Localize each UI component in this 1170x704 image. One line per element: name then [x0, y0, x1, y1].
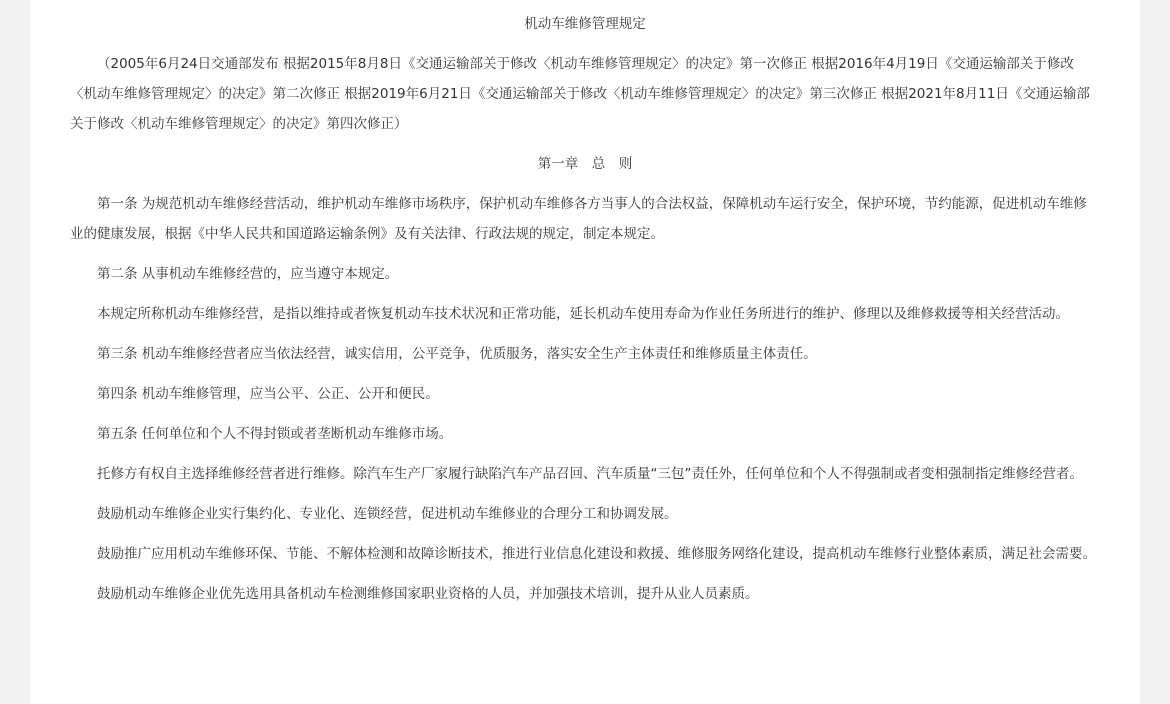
paragraph-encourage-staff: 鼓励机动车维修企业优先选用具备机动车检测维修国家职业资格的人员，并加强技术培训，提升从业人员素质。 — [97, 586, 759, 602]
paragraph-free-choice: 托修方有权自主选择维修经营者进行维修。除汽车生产厂家履行缺陷汽车产品召回、汽车质量“三包”责任外，任何单位和个人不得强制或者变相强制指定维修经营者。 — [97, 466, 1083, 482]
paragraph-definition: 本规定所称机动车维修经营，是指以维持或者恢复机动车技术状况和正常功能，延长机动车使用寿命为作业任务所进行的维护、修理以及维修救援等相关经营活动。 — [97, 306, 1069, 322]
paragraph-article-2: 第二条 从事机动车维修经营的，应当遵守本规定。 — [97, 266, 399, 282]
paragraph-article-5: 第五条 任何单位和个人不得封锁或者垄断机动车维修市场。 — [97, 426, 453, 442]
paragraph-article-4: 第四条 机动车维修管理，应当公平、公正、公开和便民。 — [97, 386, 439, 402]
document-page — [30, 0, 1140, 704]
document-title: 机动车维修管理规定 — [524, 16, 646, 32]
paragraph-article-1: 第一条 为规范机动车维修经营活动，维护机动车维修市场秩序，保护机动车维修各方当事人的合法权益，保障机动车运行安全，保护环境，节约能源，促进机动车维修业的健康发展，根据《中华人民共和国道路运输条例》及有关法律、行政法规的规定，制定本规定。 — [70, 196, 1087, 242]
paragraph-encourage-tech: 鼓励推广应用机动车维修环保、节能、不解体检测和故障诊断技术，推进行业信息化建设和救援、维修服务网络化建设，提高机动车维修行业整体素质，满足社会需要。 — [97, 546, 1096, 562]
paragraph-article-3: 第三条 机动车维修经营者应当依法经营，诚实信用，公平竞争，优质服务，落实安全生产主体责任和维修质量主体责任。 — [97, 346, 817, 362]
chapter-title: 第一章 总 则 — [537, 156, 633, 172]
paragraph-encourage-chain: 鼓励机动车维修企业实行集约化、专业化、连锁经营，促进机动车维修业的合理分工和协调发展。 — [97, 506, 678, 522]
amendment-note: （2005年6月24日交通部发布 根据2015年8月8日《交通运输部关于修改〈机动车维修管理规定〉的决定》第一次修正 根据2016年4月19日《交通运输部关于修改〈机动车维修管理规定〉的决定》第二次修正 根据2019年6月21日《交通运输部关于修改〈机动车维修管理规定〉的决定》第三次修正 根据2021年8月11日《交通运输部关于修改〈机动车维修管理规定〉的决定》第四次修正） — [70, 56, 1090, 132]
